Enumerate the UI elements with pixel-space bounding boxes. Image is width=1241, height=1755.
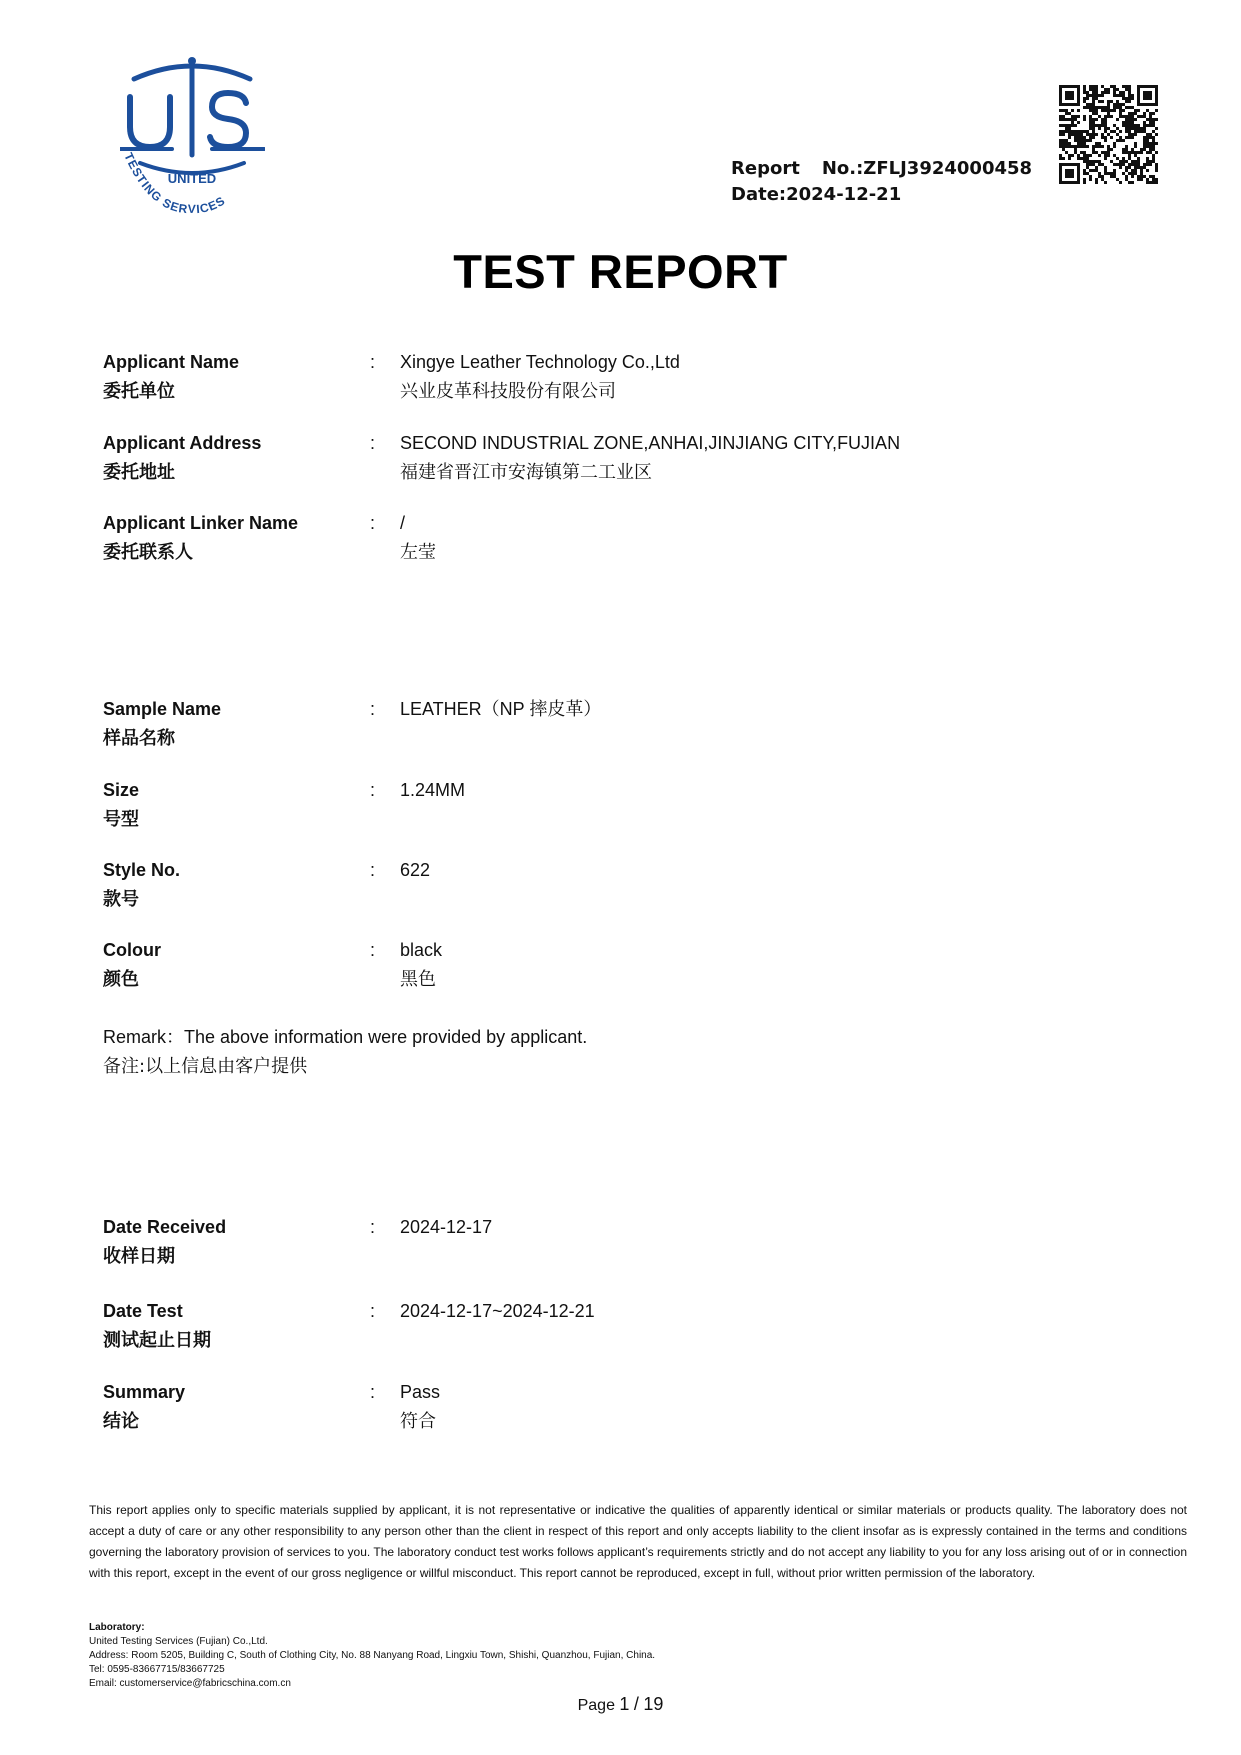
field-label-cn: 委托联系人 xyxy=(103,542,193,563)
laboratory-email: Email: customerservice@fabricschina.com.cn xyxy=(89,1678,291,1689)
field-value: black xyxy=(400,940,443,960)
field-label-cn: 样品名称 xyxy=(103,728,175,749)
field-value: SECOND INDUSTRIAL ZONE,ANHAI,JINJIANG CITY,FUJIAN xyxy=(400,433,901,453)
field-summary xyxy=(103,1380,1103,1436)
field-label: Applicant Name xyxy=(103,352,240,372)
field-applicant-linker xyxy=(103,511,1103,567)
scales-of-justice-icon xyxy=(120,55,265,215)
report-meta xyxy=(731,156,1032,208)
field-label-cn: 号型 xyxy=(103,809,139,830)
report-date: Date:2024-12-21 xyxy=(731,184,902,205)
field-label-cn: 结论 xyxy=(103,1411,139,1432)
page-label: Page xyxy=(577,1697,615,1714)
field-colon: : xyxy=(370,860,376,880)
field-value: 2024-12-17 xyxy=(400,1217,493,1237)
field-label: Sample Name xyxy=(103,699,222,719)
laboratory-name: United Testing Services (Fujian) Co.,Ltd. xyxy=(89,1636,268,1647)
field-value-cn: 兴业皮革科技股份有限公司 xyxy=(400,381,616,402)
field-colon: : xyxy=(370,780,376,800)
field-label: Applicant Address xyxy=(103,433,262,453)
field-applicant-name xyxy=(103,350,1103,406)
field-applicant-address xyxy=(103,431,1103,487)
field-label: Colour xyxy=(103,940,161,960)
uts-logo xyxy=(120,55,265,215)
field-colon: : xyxy=(370,433,376,453)
field-style-no xyxy=(103,858,1103,914)
field-label-cn: 收样日期 xyxy=(103,1246,175,1267)
field-value: 2024-12-17~2024-12-21 xyxy=(400,1301,595,1321)
report-no-value: No.:ZFLJ3924000458 xyxy=(821,158,1033,179)
laboratory-tel: Tel: 0595-83667715/83667725 xyxy=(89,1664,225,1675)
page-separator: / xyxy=(633,1694,639,1714)
field-label: Style No. xyxy=(103,860,181,880)
field-value-cn: 符合 xyxy=(400,1411,436,1432)
field-label-cn: 委托单位 xyxy=(103,381,175,402)
page-total: 19 xyxy=(643,1694,664,1714)
page-number xyxy=(0,1694,1241,1715)
page-title: TEST REPORT xyxy=(453,245,788,298)
field-value: Xingye Leather Technology Co.,Ltd xyxy=(400,352,680,372)
field-value-cn: 福建省晋江市安海镇第二工业区 xyxy=(400,462,652,483)
field-colon: : xyxy=(370,513,376,533)
field-label: Size xyxy=(103,780,140,800)
remark-cn: 备注:以上信息由客户提供 xyxy=(103,1056,308,1077)
field-value: LEATHER（NP 摔皮革） xyxy=(400,699,602,719)
field-value: 622 xyxy=(400,860,431,880)
field-label: Date Received xyxy=(103,1217,227,1237)
field-colon: : xyxy=(370,940,376,960)
field-label: Date Test xyxy=(103,1301,183,1321)
laboratory-info xyxy=(89,1621,655,1691)
remark xyxy=(103,1025,587,1079)
field-value: 1.24MM xyxy=(400,780,466,800)
qr-code-icon xyxy=(1057,84,1161,184)
field-value-cn: 左莹 xyxy=(400,542,436,563)
field-colon: : xyxy=(370,352,376,372)
field-date-received xyxy=(103,1215,1103,1271)
field-label-cn: 颜色 xyxy=(103,969,139,990)
field-value: Pass xyxy=(400,1382,441,1402)
field-label: Applicant Linker Name xyxy=(103,513,299,533)
field-size xyxy=(103,778,1103,834)
field-label-cn: 测试起止日期 xyxy=(103,1330,211,1351)
field-label-cn: 委托地址 xyxy=(103,462,175,483)
page-current: 1 xyxy=(619,1694,630,1714)
field-date-test xyxy=(103,1299,1103,1355)
field-colon: : xyxy=(370,1301,376,1321)
field-colon: : xyxy=(370,1217,376,1237)
field-colour xyxy=(103,938,1103,994)
field-sample-name xyxy=(103,697,1103,753)
laboratory-heading: Laboratory: xyxy=(89,1622,145,1633)
logo-ring-text: TESTING SERVICES xyxy=(121,150,228,215)
report-no-label: Report xyxy=(731,158,800,179)
laboratory-address: Address: Room 5205, Building C, South of Clothing City, No. 88 Nanyang Road, Lingxiu Town, Shishi, Quanzhou, Fujian, China. xyxy=(89,1650,656,1661)
field-colon: : xyxy=(370,1382,376,1402)
field-label: Summary xyxy=(103,1382,186,1402)
disclaimer-text: This report applies only to specific materials supplied by applicant, it is not representative or indicative the qualities of apparently identical or similar materials or products quality. The laboratory does not accept a duty of care or any other responsibility to any person other than the client in respect of this report and only accepts liability to the client insofar as is expressly contained in the terms and conditions governing the laboratory provision of services to you. The laboratory conduct test works follows applicant’s requirements strictly and do not accept any liability to you for any loss arising out of or in connection with this report, except in the event of our gross negligence or willful misconduct. This report cannot be reproduced, except in full, without prior written permission of the laboratory. xyxy=(89,1503,1187,1580)
logo-center-text: UNITED xyxy=(167,171,217,186)
field-label-cn: 款号 xyxy=(103,889,139,910)
field-colon: : xyxy=(370,699,376,719)
remark-en: Remark：The above information were provided by applicant. xyxy=(103,1027,588,1047)
field-value-cn: 黑色 xyxy=(400,969,436,990)
field-value: / xyxy=(400,513,406,533)
